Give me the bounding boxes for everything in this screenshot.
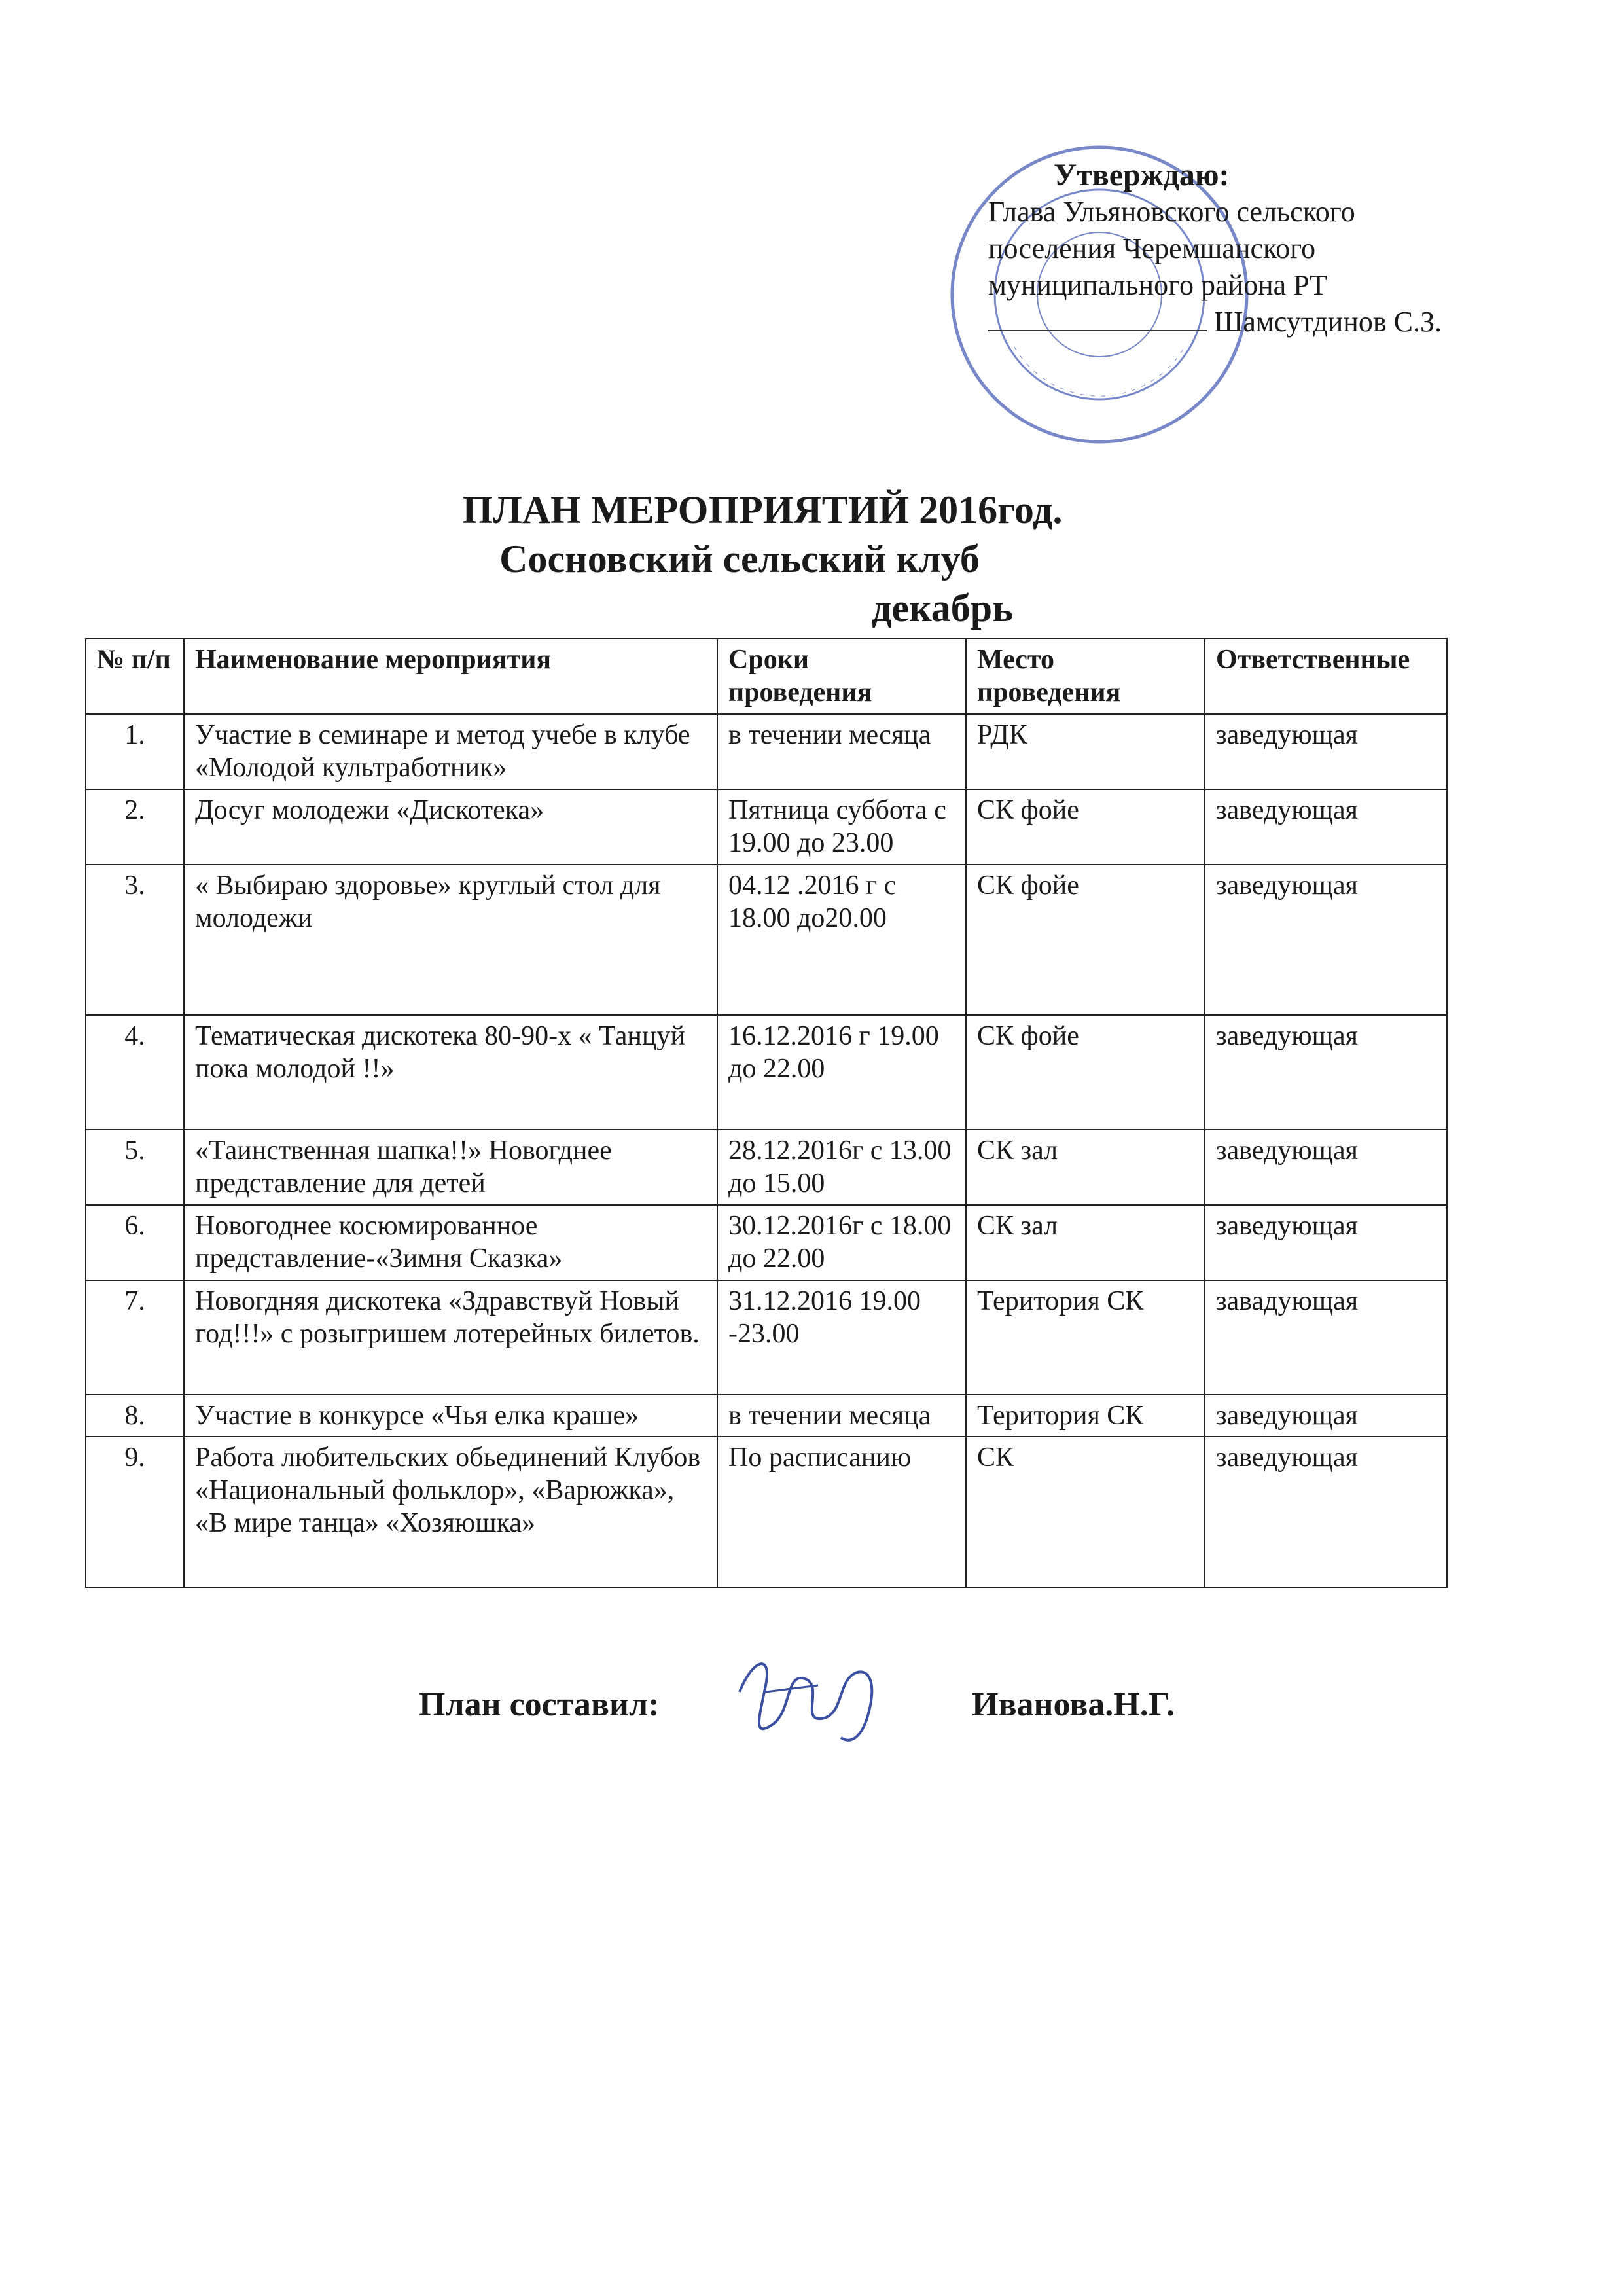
row-dates: в течении месяца [717,1395,966,1437]
row-name: « Выбираю здоровье» круглый стол для молодежи [184,865,717,1015]
row-dates: 16.12.2016 г 19.00 до 22.00 [717,1015,966,1130]
page-title: ПЛАН МЕРОПРИЯТИЙ 2016год. [462,488,1063,531]
table-row [86,1280,1447,1395]
header-place: Место проведения [966,639,1205,714]
row-num: 7. [86,1280,184,1395]
month-title: декабрь [872,586,1013,630]
approval-line-3: муниципального района РТ [988,269,1328,301]
row-responsible: заведующая [1205,1395,1447,1437]
row-responsible: заведующая [1205,1130,1447,1205]
row-name: Участие в семинаре и метод учебе в клубе «Молодой культработник» [184,714,717,789]
row-place: СК [966,1437,1205,1587]
row-responsible: заведующая [1205,1437,1447,1587]
row-num: 4. [86,1015,184,1130]
row-responsible: заведующая [1205,789,1447,865]
row-name: Досуг молодежи «Дискотека» [184,789,717,865]
row-responsible: заведующая [1205,1205,1447,1280]
row-place: СК фойе [966,865,1205,1015]
row-name: Новогдняя дискотека «Здравствуй Новый год!!!» с розыгришем лотерейных билетов. [184,1280,717,1395]
table-row [86,1015,1447,1130]
approval-signer: Шамсутдинов С.З. [1214,306,1442,338]
header-responsible: Ответственные [1205,639,1447,714]
row-num: 3. [86,865,184,1015]
table-header-row [86,639,1447,714]
row-name: Тематическая дискотека 80-90-х « Танцуй пока молодой !!» [184,1015,717,1130]
row-place: СК фойе [966,1015,1205,1130]
row-place: Територия СК [966,1280,1205,1395]
row-num: 9. [86,1437,184,1587]
row-name: Работа любительских обьединений Клубов «Национальный фольклор», «Варюжка», «В мире танца» «Хозяюшка» [184,1437,717,1587]
row-responsible: заведующая [1205,865,1447,1015]
approval-line-1: Глава Ульяновского сельского [988,196,1355,228]
approval-signature-line [988,304,1512,340]
row-num: 6. [86,1205,184,1280]
header-num: № п/п [86,639,184,714]
row-place: СК зал [966,1130,1205,1205]
row-place: РДК [966,714,1205,789]
events-table [85,638,1448,1588]
row-name: «Таинственная шапка!!» Новогднее представление для детей [184,1130,717,1205]
approval-block [988,157,1512,340]
table-row [86,1395,1447,1437]
handwritten-signature-icon [726,1646,897,1751]
row-responsible: завадующая [1205,1280,1447,1395]
row-responsible: заведующая [1205,714,1447,789]
row-num: 5. [86,1130,184,1205]
row-num: 1. [86,714,184,789]
table-row [86,1437,1447,1587]
table-row [86,865,1447,1015]
approval-line-2: поселения Черемшанского [988,232,1316,264]
table-row [86,789,1447,865]
row-dates: 31.12.2016 19.00 -23.00 [717,1280,966,1395]
row-dates: 28.12.2016г с 13.00 до 15.00 [717,1130,966,1205]
row-name: Участие в конкурсе «Чья елка краше» [184,1395,717,1437]
row-responsible: заведующая [1205,1015,1447,1130]
approval-heading: Утверждаю: [1054,158,1230,192]
compiler-name: Иванова.Н.Г. [972,1686,1175,1723]
row-dates: Пятница суббота с 19.00 до 23.00 [717,789,966,865]
table-row [86,714,1447,789]
table-row [86,1205,1447,1280]
row-dates: По расписанию [717,1437,966,1587]
compiled-by-label: План составил: [419,1686,660,1723]
table-row [86,1130,1447,1205]
row-dates: 30.12.2016г с 18.00 до 22.00 [717,1205,966,1280]
row-place: СК зал [966,1205,1205,1280]
header-name: Наименование мероприятия [184,639,717,714]
header-dates: Сроки проведения [717,639,966,714]
row-name: Новогоднее косюмированное представление-«Зимня Сказка» [184,1205,717,1280]
signature-underline [988,304,1207,331]
row-dates: 04.12 .2016 г с 18.00 до20.00 [717,865,966,1015]
row-num: 8. [86,1395,184,1437]
row-place: Територия СК [966,1395,1205,1437]
row-dates: в течении месяца [717,714,966,789]
club-name: Сосновский сельский клуб [499,537,980,581]
row-num: 2. [86,789,184,865]
row-place: СК фойе [966,789,1205,865]
